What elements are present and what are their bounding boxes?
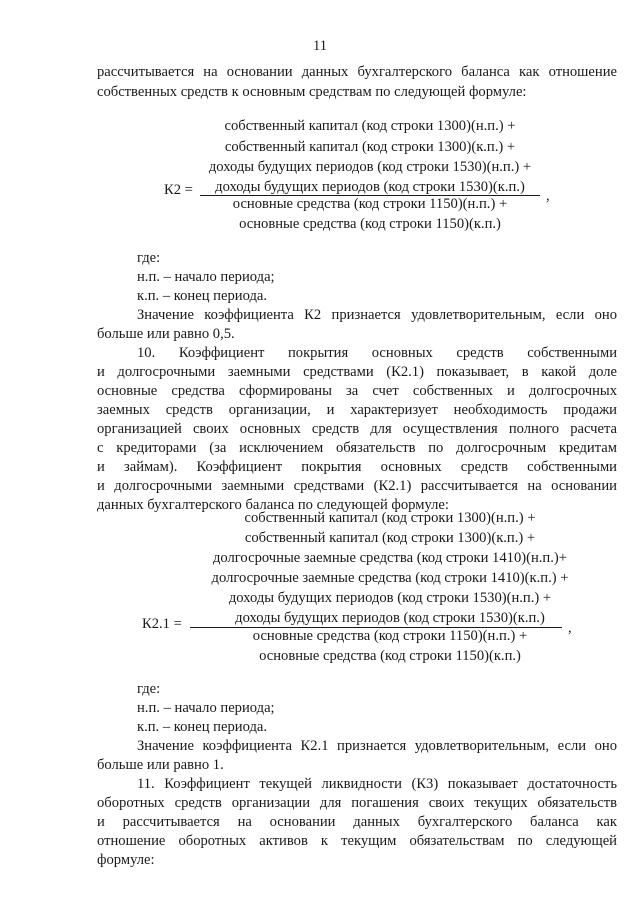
intro-line-1: рассчитывается на основании данных бухгалтерского баланса как отношение [97,64,617,80]
item11-line-3: и рассчитывается на основании данных бухгалтерского баланса как [97,814,617,830]
item11-line-5: формуле: [97,852,155,868]
k2-numerator-line-3: доходы будущих периодов (код строки 1530)(н.п.) + [208,159,532,175]
item10-line-4: заемных средств организации, и характеризует необходимость продажи [97,402,617,418]
where-label: где: [137,250,161,266]
where-end-period-2: к.п. – конец периода. [137,719,268,735]
where-start-period: н.п. – начало периода; [137,269,275,285]
where-label-2: где: [137,681,161,697]
k2-denominator-line-2: основные средства (код строки 1150)(к.п.) [239,216,501,232]
k2-value-line-1: Значение коэффициента К2 признается удовлетворительным, если оно [137,307,617,323]
item10-line-6: с кредиторами (за исключением обязательств по долгосрочным кредитам [97,440,617,456]
intro-line-2: собственных средств к основным средствам по следующей формуле: [97,84,527,100]
item11-line-1: 11. Коэффициент текущей ликвидности (К3) показывает достаточность [137,776,617,792]
k21-numerator-line-1: собственный капитал (код строки 1300)(н.п.) + [244,510,536,526]
item11-line-4: отношение оборотных активов к текущим обязательствам по следующей [97,833,617,849]
where-start-period-2: н.п. – начало периода; [137,700,275,716]
k21-denominator-line-2: основные средства (код строки 1150)(к.п.) [259,648,521,664]
item10-line-7: и займам). Коэффициент покрытия основных средств собственными [97,459,617,475]
k2-numerator-line-1: собственный капитал (код строки 1300)(н.п.) + [224,118,516,134]
k2-denominator-line-1: основные средства (код строки 1150)(н.п.) + [232,196,508,212]
k21-numerator-line-2: собственный капитал (код строки 1300)(к.п.) + [244,530,536,546]
k21-numerator-line-4: долгосрочные заемные средства (код строки 1410)(к.п.) + [211,570,569,586]
item11-line-2: оборотных средств организации для погашения своих текущих обязательств [97,795,617,811]
k21-numerator-line-6: доходы будущих периодов (код строки 1530)(к.п.) [235,610,545,626]
item10-line-5: организацией своих основных средств для осуществления полного расчета [97,421,617,437]
k21-numerator-line-3: долгосрочные заемные средства (код строки 1410)(н.п.)+ [213,550,567,566]
k21-label: К2.1 = [142,616,182,632]
k2-trailing-comma: , [546,188,550,204]
k21-value-line-1: Значение коэффициента К2.1 признается удовлетворительным, если оно [137,738,617,754]
k21-numerator-line-5: доходы будущих периодов (код строки 1530)(н.п.) + [228,590,552,606]
item10-line-9: данных бухгалтерского баланса по следующей формуле: [97,497,449,513]
item10-line-3: основные средства сформированы за счет собственных и долгосрочных [97,383,617,399]
k2-numerator-line-4: доходы будущих периодов (код строки 1530)(к.п.) [215,179,525,195]
where-end-period: к.п. – конец периода. [137,288,268,304]
k2-value-line-2: больше или равно 0,5. [97,326,235,342]
k21-value-line-2: больше или равно 1. [97,757,224,773]
item10-line-1: 10. Коэффициент покрытия основных средств собственными [137,345,617,361]
k2-numerator-line-2: собственный капитал (код строки 1300)(к.п.) + [224,139,516,155]
page-number: 11 [313,38,327,54]
item10-line-2: и долгосрочными заемными средствами (К2.1) показывает, в какой доле [97,364,617,380]
k21-trailing-comma: , [568,620,572,636]
k2-label: К2 = [164,182,193,198]
item10-line-8: и долгосрочными заемными средствами (К2.1) рассчитывается на основании [97,478,617,494]
k21-denominator-line-1: основные средства (код строки 1150)(н.п.) + [252,628,528,644]
